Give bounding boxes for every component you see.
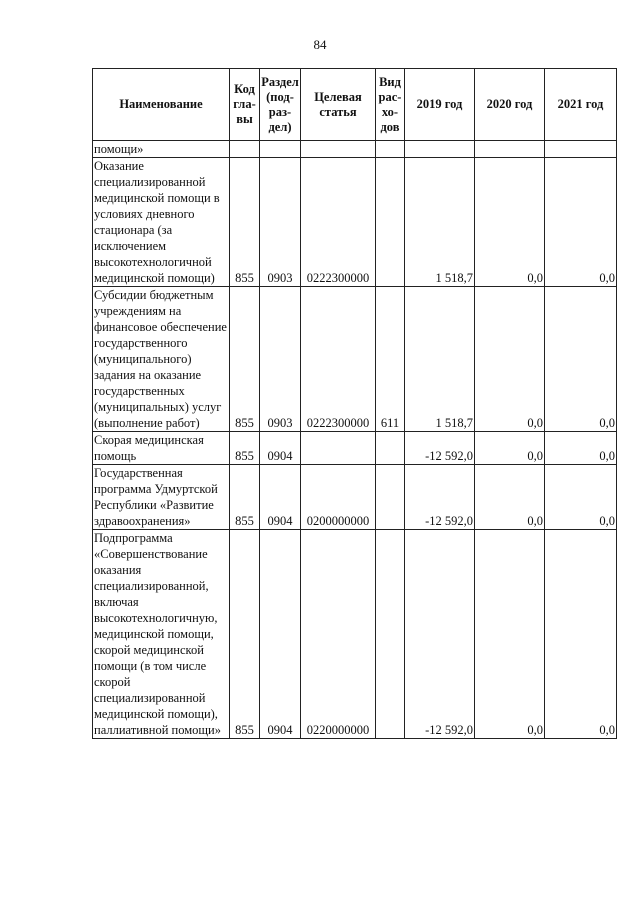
row-target-article: 0200000000 <box>301 465 376 530</box>
row-expense-type <box>376 530 405 739</box>
table-row <box>93 432 617 465</box>
row-section: 0904 <box>260 530 301 739</box>
row-name: Государственная программа Удмуртской Республики «Развитие здравоохранения» <box>93 465 230 530</box>
row-value-2021 <box>545 141 617 158</box>
header-row <box>93 69 617 141</box>
row-section: 0903 <box>260 158 301 287</box>
header-year-2021: 2021 год <box>545 69 617 141</box>
row-chapter-code <box>230 141 260 158</box>
row-value-2021: 0,0 <box>545 530 617 739</box>
row-chapter-code: 855 <box>230 530 260 739</box>
row-value-2021: 0,0 <box>545 432 617 465</box>
row-section: 0903 <box>260 287 301 432</box>
row-value-2020: 0,0 <box>475 530 545 739</box>
row-target-article: 0222300000 <box>301 287 376 432</box>
header-chapter-code: Код гла- вы <box>230 69 260 141</box>
table-row <box>93 287 617 432</box>
table-row <box>93 141 617 158</box>
row-target-article: 0220000000 <box>301 530 376 739</box>
row-value-2021: 0,0 <box>545 465 617 530</box>
header-year-2019: 2019 год <box>405 69 475 141</box>
header-target-article: Целевая статья <box>301 69 376 141</box>
row-value-2019: -12 592,0 <box>405 432 475 465</box>
row-section <box>260 141 301 158</box>
row-value-2020 <box>475 141 545 158</box>
header-section: Раздел (под- раз- дел) <box>260 69 301 141</box>
row-section: 0904 <box>260 465 301 530</box>
row-value-2020: 0,0 <box>475 465 545 530</box>
row-value-2021: 0,0 <box>545 287 617 432</box>
row-expense-type <box>376 465 405 530</box>
table-row <box>93 530 617 739</box>
header-year-2020: 2020 год <box>475 69 545 141</box>
row-chapter-code: 855 <box>230 287 260 432</box>
row-expense-type: 611 <box>376 287 405 432</box>
page-number: 84 <box>313 37 327 52</box>
row-target-article <box>301 141 376 158</box>
row-name: Оказание специализированной медицинской помощи в условиях дневного стационара (за исключением высокотехнологичной медицинской помощи) <box>93 158 230 287</box>
row-value-2020: 0,0 <box>475 158 545 287</box>
row-name: помощи» <box>93 141 230 158</box>
row-value-2019: 1 518,7 <box>405 287 475 432</box>
header-name: Наименование <box>93 69 230 141</box>
row-name: Субсидии бюджетным учреждениям на финансовое обеспечение государственного (муниципального) задания на оказание государственных (муниципальных) услуг (выполнение работ) <box>93 287 230 432</box>
row-value-2021: 0,0 <box>545 158 617 287</box>
row-value-2020: 0,0 <box>475 287 545 432</box>
row-expense-type <box>376 158 405 287</box>
row-value-2019: 1 518,7 <box>405 158 475 287</box>
row-chapter-code: 855 <box>230 465 260 530</box>
row-target-article <box>301 432 376 465</box>
row-target-article: 0222300000 <box>301 158 376 287</box>
row-chapter-code: 855 <box>230 158 260 287</box>
row-value-2019: -12 592,0 <box>405 530 475 739</box>
header-expense-type: Вид рас- хо- дов <box>376 69 405 141</box>
table-row <box>93 158 617 287</box>
row-expense-type <box>376 432 405 465</box>
row-value-2019 <box>405 141 475 158</box>
row-value-2020: 0,0 <box>475 432 545 465</box>
row-value-2019: -12 592,0 <box>405 465 475 530</box>
row-expense-type <box>376 141 405 158</box>
row-section: 0904 <box>260 432 301 465</box>
row-name: Подпрограмма «Совершенствование оказания специализированной, включая высокотехнологичную, медицинской помощи, скорой медицинской помощи (в том числе скорой специализированной медицинской помощи), паллиативной помощи» <box>93 530 230 739</box>
row-chapter-code: 855 <box>230 432 260 465</box>
table-row <box>93 465 617 530</box>
budget-table <box>92 68 617 739</box>
row-name: Скорая медицинская помощь <box>93 432 230 465</box>
